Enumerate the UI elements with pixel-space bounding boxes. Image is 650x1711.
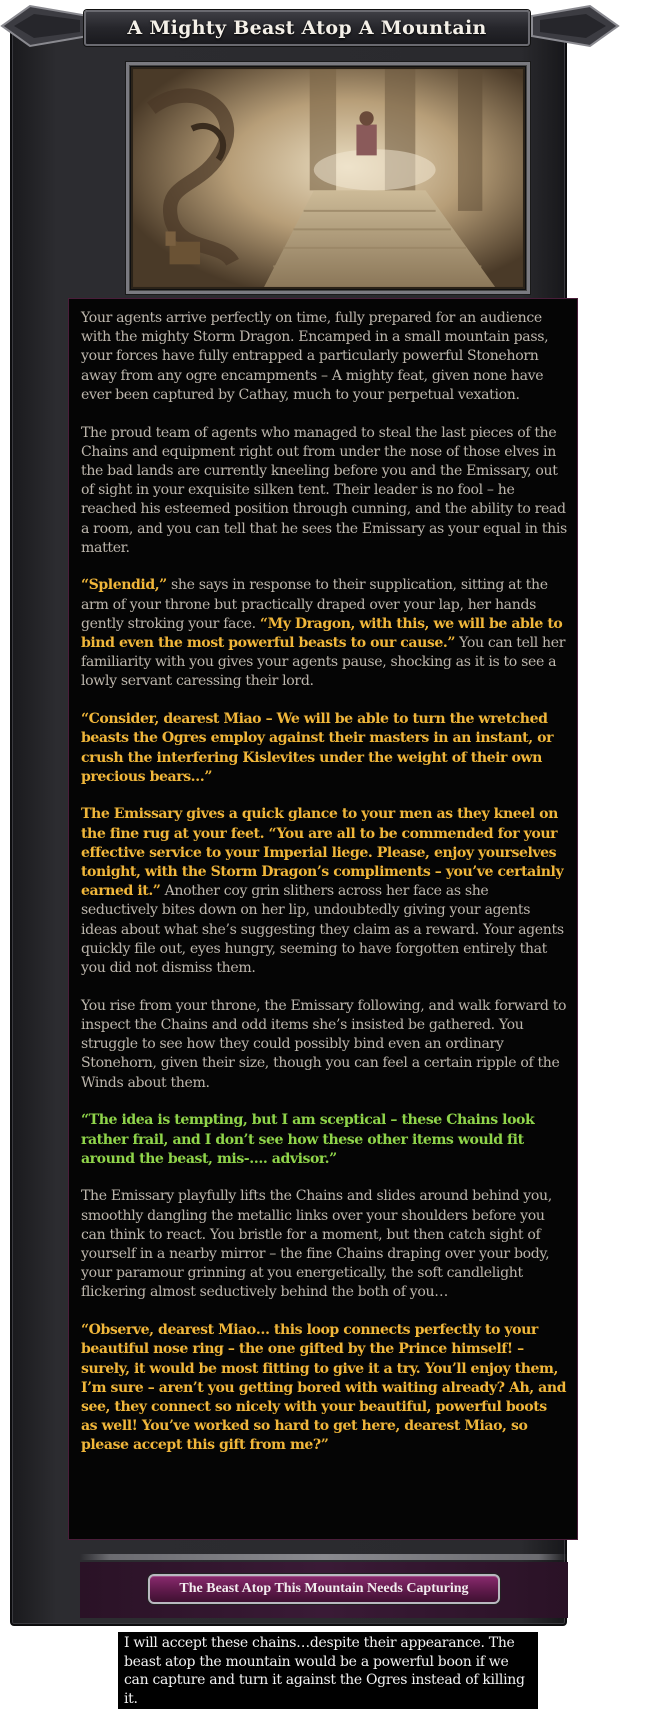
narration: she says in response to their supplication, sitting at the arm of your throne but practically draped over your lap, her hands gently stroking your face. [81,577,548,632]
event-illustration [126,62,530,294]
story-paragraph [81,576,567,691]
narration: Another coy grin slithers across her face as she seductively bites down on her lip, undoubtedly giving your agents ideas about what she’s suggesting they claim as a reward. Your agents quickly file out, eyes hungry, seeming to have forgotten entirely that you did not dismiss them. [81,883,564,977]
event-title-bar [84,10,530,46]
dialogue-miao: “The idea is tempting, but I am sceptical – these Chains look rather frail, and I don’t see how these other items would fit around the beast, mis-…. advisor.” [81,1112,535,1167]
story-paragraph: You rise from your throne, the Emissary following, and walk forward to inspect the Chains and odd items she’s insisted be gathered. You struggle to see how they could possibly bind even an ordinary Stonehorn, given their size, though you can feel a certain ripple of the Winds about them. [81,997,567,1091]
narration: You can tell her familiarity with you gives your agents pause, shocking as it is to see a lowly servant caressing their lord. [81,635,566,690]
story-paragraph: The proud team of agents who managed to steal the last pieces of the Chains and equipment right out from under the nose of those elves in the bad lands are currently kneeling before you and the Emissary, out of sight in your exquisite silken tent. Their leader is no fool – he reached his esteemed position through cunning, and the ability to read a room, and you can tell that he sees the Emissary as your equal in this matter. [81,424,567,556]
storm-dragon-throne-illustration-icon [131,67,525,289]
dialogue-emissary: “Observe, dearest Miao… this loop connects perfectly to your beautiful nose ring – the one gifted by the Prince himself! – surely, it would be most fitting to give it a try. You’ll enjoy them, I’m sure – aren’t you getting bored with waiting already? Ah, and see, they connect so nicely with your beautiful, powerful boots as well! You’ve worked so hard to get here, dearest Miao, so please accept this gift from me?” [81,1322,567,1454]
story-paragraph: Your agents arrive perfectly on time, fully prepared for an audience with the mighty Storm Dragon. Encamped in a small mountain pass, your forces have fully entrapped a particularly powerful Stonehorn away from any ogre encampments – A mighty feat, given none have ever been captured by Cathay, much to your perpetual vexation. [81,310,549,403]
divider [80,1554,568,1560]
right-ornament-icon [530,2,620,50]
event-story-text [68,298,578,1540]
choice-button[interactable]: The Beast Atop This Mountain Needs Capturing [148,1574,500,1604]
choice-tooltip: I will accept these chains…despite their appearance. The beast atop the mountain would be a powerful boon if we can capture and turn it against the Ogres instead of killing it. [118,1632,538,1709]
dialogue-emissary: “Splendid,” [81,577,167,594]
dialogue-emissary: “My Dragon, with this, we will be able to bind even the most powerful beasts to our cause.” [81,615,563,652]
event-title: A Mighty Beast Atop A Mountain [127,17,487,39]
left-ornament-icon [0,2,90,50]
story-paragraph [81,805,567,978]
story-paragraph: The Emissary playfully lifts the Chains and slides around behind you, smoothly dangling the metallic links over your shoulders before you can think to react. You bristle for a moment, but then catch sight of yourself in a nearby mirror – the fine Chains draping over your body, your paramour grinning at you energetically, the soft candlelight flickering almost seductively behind the both of you… [81,1188,552,1301]
dialogue-emissary: The Emissary gives a quick glance to your men as they kneel on the fine rug at your feet. “You are all to be commended for your effective service to your Imperial liege. Please, enjoy yourselves tonight, with the Storm Dragon’s compliments – you’ve certainly earned it.” [81,806,564,900]
dialogue-emissary: “Consider, dearest Miao – We will be able to turn the wretched beasts the Ogres employ against their masters in an instant, or crush the interfering Kislevites under the weight of their own precious bears…” [81,711,554,785]
